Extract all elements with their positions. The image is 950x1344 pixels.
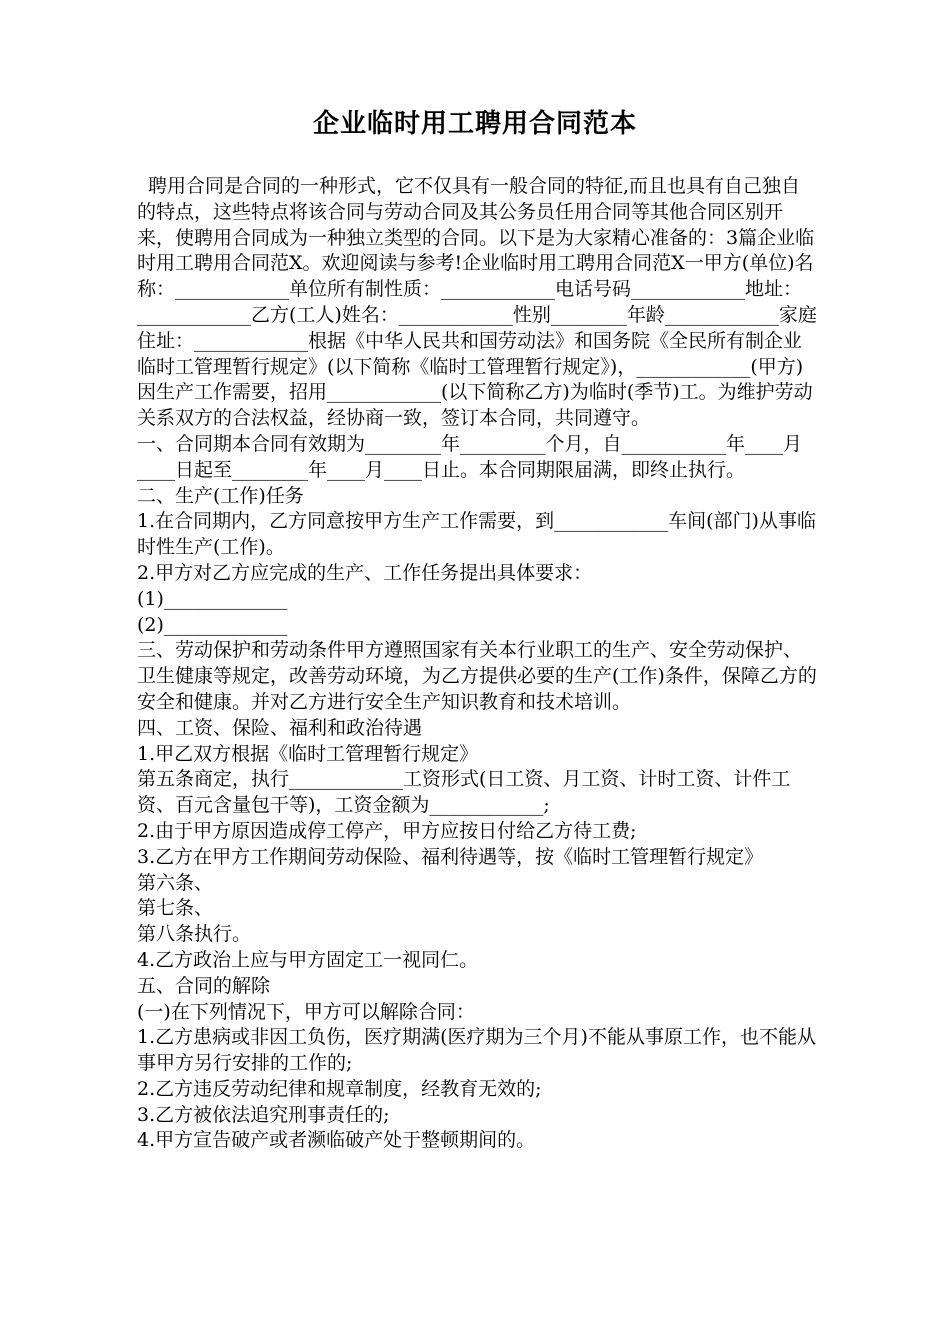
section-5-subheading: (一)在下列情况下，甲方可以解除合同： <box>137 1000 475 1023</box>
section-4-heading: 四、工资、保险、福利和政治待遇 <box>137 716 423 739</box>
section-2-item-1: 1.在合同期内，乙方同意按甲方生产工作需要，到____________车间(部门)从事临时性生产(工作)。 <box>137 510 816 559</box>
section-4-item-2: 2.由于甲方原因造成停工停产，甲方应按日付给乙方待工费; <box>137 819 637 842</box>
section-4-item-3: 3.乙方在甲方工作期间劳动保险、福利待遇等，按《临时工管理暂行规定》 <box>137 845 764 868</box>
contract-term-clause: 一、合同期本合同有效期为________年_________个月，自___________年____月____日起至________年____月____日止。本合同期限届满，即终止执行。 <box>137 432 803 481</box>
section-5-item-4: 4.甲方宣告破产或者濒临破产处于整顿期间的。 <box>137 1129 536 1152</box>
section-2-subitem-2: (2)_____________ <box>137 613 288 636</box>
section-3-paragraph: 三、劳动保护和劳动条件甲方遵照国家有关本行业职工的生产、安全劳动保护、卫生健康等规定，改善劳动环境，为乙方提供必要的生产(工作)条件，保障乙方的安全和健康。并对乙方进行安全生产知识教育和技术培训。 <box>137 639 817 713</box>
article-7: 第七条、 <box>137 897 214 920</box>
section-5-item-3: 3.乙方被依法追究刑事责任的; <box>137 1103 390 1126</box>
section-5-item-2: 2.乙方违反劳动纪律和规章制度，经教育无效的; <box>137 1077 542 1100</box>
section-2-subitem-1: (1)_____________ <box>137 587 288 610</box>
section-5-heading: 五、合同的解除 <box>137 974 271 997</box>
article-8: 第八条执行。 <box>137 923 252 946</box>
section-2-heading: 二、生产(工作)任务 <box>137 484 304 507</box>
document-body <box>137 174 817 1154</box>
document-title: 企业临时用工聘用合同范本 <box>312 109 637 139</box>
section-5-item-1: 1.乙方患病或非因工负伤，医疗期满(医疗期为三个月)不能从事原工作，也不能从事甲方另行安排的工作的; <box>137 1026 816 1075</box>
section-4-item-4: 4.乙方政治上应与甲方固定工一视同仁。 <box>137 948 479 971</box>
section-4-item-1-cont: 第五条商定，执行____________工资形式(日工资、月工资、计时工资、计件工资、百元含量包干等)，工资金额为____________; <box>137 768 791 817</box>
section-4-item-1: 1.甲乙双方根据《临时工管理暂行规定》 <box>137 742 479 765</box>
article-6: 第六条、 <box>137 871 214 894</box>
intro-paragraph: 聘用合同是合同的一种形式，它不仅具有一般合同的特征,而且也具有自己独自的特点，这些特点将该合同与劳动合同及其公务员任用合同等其他合同区别开来，使聘用合同成为一种独立类型的合同。以下是为大家精心准备的：3篇企业临时用工聘用合同范X。欢迎阅读与参考!企业临时用工聘用合同范X一甲方(单位)名称：____________单位所有制性质：____________电话号码____________地址：____________乙方(工人)姓名：____________性别________年龄____________家庭住址：____________根据《中华人民共和国劳动法》和国务院《全民所有制企业临时工管理暂行规定》(以下简称《临时工管理暂行规定》)，____________(甲方)因生产工作需要，招用____________(以下简称乙方)为临时(季节)工。为维护劳动关系双方的合法权益，经协商一致，签订本合同，共同遵守。 <box>137 175 817 430</box>
section-2-item-2: 2.甲方对乙方应完成的生产、工作任务提出具体要求： <box>137 561 593 584</box>
